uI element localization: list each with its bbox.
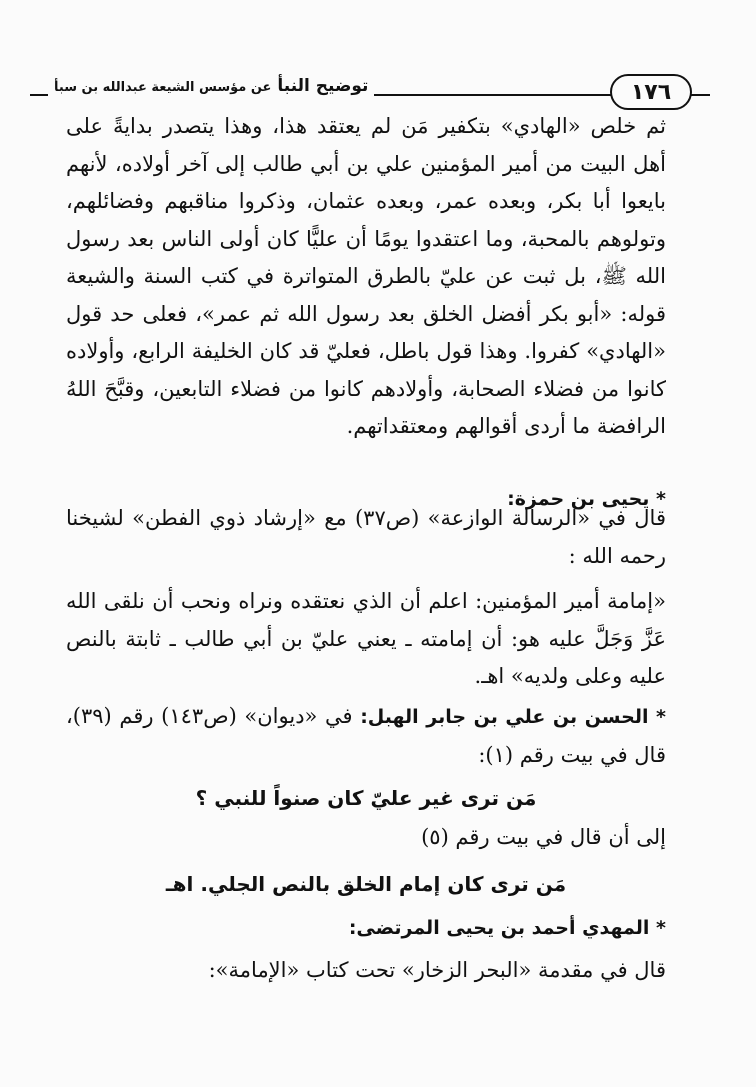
paragraph-2-text: قال في «الرسالة الوازعة» (ص٣٧) مع «إرشاد ذوي الفطن» لشيخنا رحمه الله : bbox=[66, 506, 666, 568]
paragraph-1: ثم خلص «الهادي» بتكفير مَن لم يعتقد هذا، وهذا يتصدر بدايةً على أهل البيت من أمير المؤمنين علي بن أبي طالب إلى آخر أولاده، لأنهم بايعوا أبا بكر، وبعده عمر، وبعده عثمان، وذكروا مناقبهم وفضائلهم، وتولوهم بالمحبة، وما اعتقدوا يومًا أن عليًّا كان أولى الناس بعد رسول الله ﷺ، بل ثبت عن عليّ بالطرق المتواترة في كتب السنة والشيعة قوله: «أبو بكر أفضل الخلق بعد رسول الله ثم عمر»، فعلى حد قول «الهادي» كفروا. وهذا قول باطل، فعليّ قد كان الخليفة الرابع، وأولاده كانوا من فضلاء الصحابة، وأولادهم كانوا من فضلاء التابعين، وقبَّحَ اللهُ الرافضة ما أردى أقوالهم ومعتقداتهم. bbox=[66, 114, 666, 438]
verse-1: مَن ترى غير عليّ كان صنواً للنبي ؟ bbox=[195, 786, 537, 810]
heading-hasan-ibn-ali bbox=[66, 698, 666, 774]
heading-yahya-ibn-hamza: * يحيى بن حمزة: bbox=[507, 488, 666, 510]
paragraph-3: «إمامة أمير المؤمنين: اعلم أن الذي نعتقده ونراه ونحب أن نلقى الله عَزَّ وَجَلَّ عليه هو: أن إمامته ـ يعني عليّ بن أبي طالب ـ ثابتة بالنص عليه وعلى ولديه» اهـ. bbox=[66, 589, 666, 688]
paragraph-5: قال في مقدمة «البحر الزخار» تحت كتاب «الإمامة»: bbox=[208, 958, 666, 982]
verse-2: مَن ترى كان إمام الخلق بالنص الجلي. اهـ bbox=[165, 872, 567, 896]
paragraph-4: إلى أن قال في بيت رقم (٥) bbox=[421, 825, 666, 849]
heading-hasan-bold: * الحسن بن علي بن جابر الهبل: bbox=[360, 706, 666, 728]
heading-hasan-rest: في «ديوان» (ص١٤٣) رقم (٣٩)، قال في بيت رقم (١): bbox=[66, 704, 666, 767]
heading-mahdi-ahmad: * المهدي أحمد بن يحيى المرتضى: bbox=[348, 917, 666, 939]
page-number: ١٧٦ bbox=[610, 74, 692, 110]
running-title bbox=[48, 76, 374, 96]
running-title-sub: عن مؤسس الشيعة عبدالله بن سبأ bbox=[54, 80, 272, 95]
running-title-main: توضيح النبأ bbox=[277, 76, 369, 96]
page-header bbox=[30, 72, 710, 112]
